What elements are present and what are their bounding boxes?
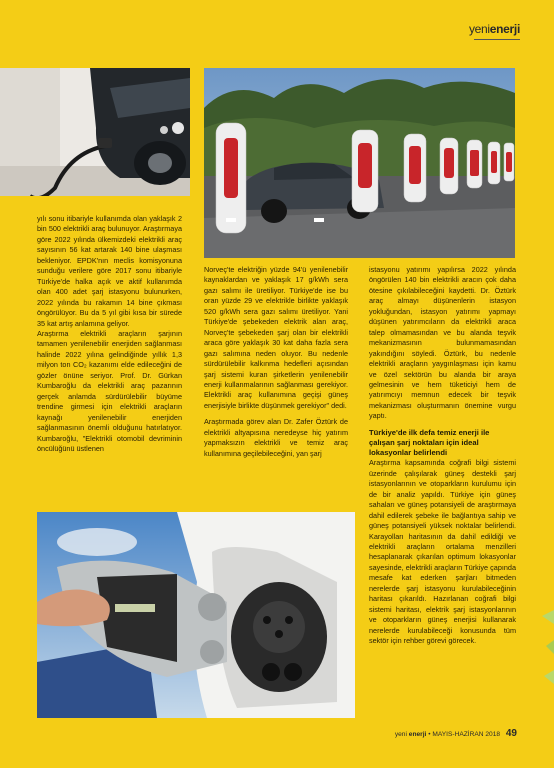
article-column-3: [369, 265, 516, 721]
page-footer: [395, 728, 517, 739]
footer-brand-prefix: yeni: [394, 731, 407, 738]
paragraph: yılı sonu itibariyle kullanımda olan yaklaşık 2 bin 500 elektrikli araç bulunuyor. Araştırmaya göre 2022 yılında ülkemizdeki elektrikli araç sayısının 56 kat artarak 140 bine ulaşması bekleniyor. EPDK'nın meclis komisyonuna sunduğu verilere göre 2017 sonu itibariyle Türkiye'de halka açık ve aktif kullanımda olan 400 adet şarj istasyonu bulunurken, 2022 yılında bu rakamın 14 bine çıkması öngörülüyor. Bu da 5 yıl gibi kısa bir sürede 35 kat artış anlamına geliyor.: [37, 214, 182, 328]
footer-issue: • MAYIS-HAZİRAN 2018: [426, 731, 501, 738]
paragraph: istasyonu yatırımı yapılırsa 2022 yılında öngörülen 140 bin elektrikli aracın çok daha ötesine çıkılabileceğini kaydetti. Dr. Öztürk araç almayı düşünenlerin istasyon yokluğundan, istasyon yatırımı yapmayı düşünen yatırımcıların da elektrikli araca talep olmamasından ve bu alanda teşvik mekanizmasının bulunmamasından yakındığını söyledi. Öztürk, bu nedenle elektrikli araçların yaygınlaşması için kamu ve özel sektörün bu alanda bir araya gelmesinin ve hem tüketiciyi hem de yatırımcıyı memnun edecek bir teşvik mekanizması oluşturmanın önemine vurgu yaptı.: [369, 265, 516, 421]
header-rule: [474, 39, 520, 40]
footer-brand-suffix: enerji: [408, 731, 427, 738]
paragraph: Araştırmada görev alan Dr. Zafer Öztürk de elektrikli altyapısına neredeyse hiç yatırım yapmaksızın elektrikli ve temiz araç kullanımına geçilebileceğini, yan şarj: [204, 417, 348, 458]
decorative-edge-graphic: [534, 610, 554, 700]
photo-supercharger-station: [204, 68, 515, 258]
article-column-2: [204, 265, 348, 495]
paragraph: Norveç'te elektriğin yüzde 94'ü yenilenebilir kaynaklardan ve yaklaşık 17 g/kWh sera gazı salımı ile üretiliyor. Türkiye'de ise bu oran yüzde 29 ve elektrikle birlikte yaklaşık 520 g/kWh sera gazı salımı üretiliyor. Yani Türkiye'de şebekeden elektrik alan araç, Norveç'te şebekeden şarj olan bir elektrikli araca göre yaklaşık 30 kat daha fazla sera gazı salımına neden oluyor. Bu nedenle sürdürülebilir kalkınma hedefleri açısından şarj sistemi kuran şirketlerin yenilenebilir enerji kullanmalarının sağlanması gerekiyor. Elektrikli araç kullanımına geçişi güneş enerjisiyle birlikte düşünmek gerekiyor" dedi.: [204, 265, 348, 410]
section-subheading: Türkiye'de ilk defa temiz enerji ile çalışan şarj noktaları için ideal lokasyonlar belirlendi: [369, 427, 490, 458]
header-brand: yenienerji: [468, 22, 520, 36]
paragraph: Araştırma elektrikli araçların şarjının tamamen yenilenebilir enerjiden sağlanması halinde 2022 yılına gelindiğinde yıllık 1,3 milyon ton CO₂ kazanımı elde edileceğini de gözler önüne seriyor. Prof. Dr. Gürkan Kumbaroğlu da elektrikli araç pazarının gerçek anlamda sürdürülebilir büyüme trendine girmesi için elektrikli araçların kaynağı yenilenebilir enerjiden sağlanmasının önemli olduğunu hatırlatıyor. Kumbaroğlu, "Elektrikli otomobil devriminin öncülüğünü üstlenen: [37, 328, 182, 453]
paragraph: Araştırma kapsamında coğrafi bilgi sistemi üzerinde çalışılarak güneş destekli şarj istasyonlarının ve otoparkların kurulumu için de bir analiz yapıldı. Türkiye için güneş sahaları ve güneş potansiyeli de araştırmaya dahil edilerek şebeke ile bağlantıya sahip ve güneş potansiyeli yüksek noktalar belirlendi. Karayolları haritasının da dahil edildiği ve elektrikli araçların ortalama menzilleri hesaplanarak çıkarılan optimum lokasyonlar sayesinde, elektrikli araçların Türkiye çapında mesafe kat ederken şarjları bitmeden nerelerde şarj istasyonu kurulabileceğinin haritası çıkarıldı. Hazırlanan coğrafi bilgi sistemi haritası, elektrik şarj istasyonlarının ve otoparkların güneş enerjisi kullanarak nerelerde kurulabileceği konusunda tüm sektör için rehber görevi görecek.: [369, 458, 516, 646]
photo-charging-plug: [37, 512, 355, 718]
article-column-1: [37, 214, 182, 498]
page-number: 49: [505, 728, 517, 739]
photo-car-charging-closeup: [0, 68, 190, 196]
